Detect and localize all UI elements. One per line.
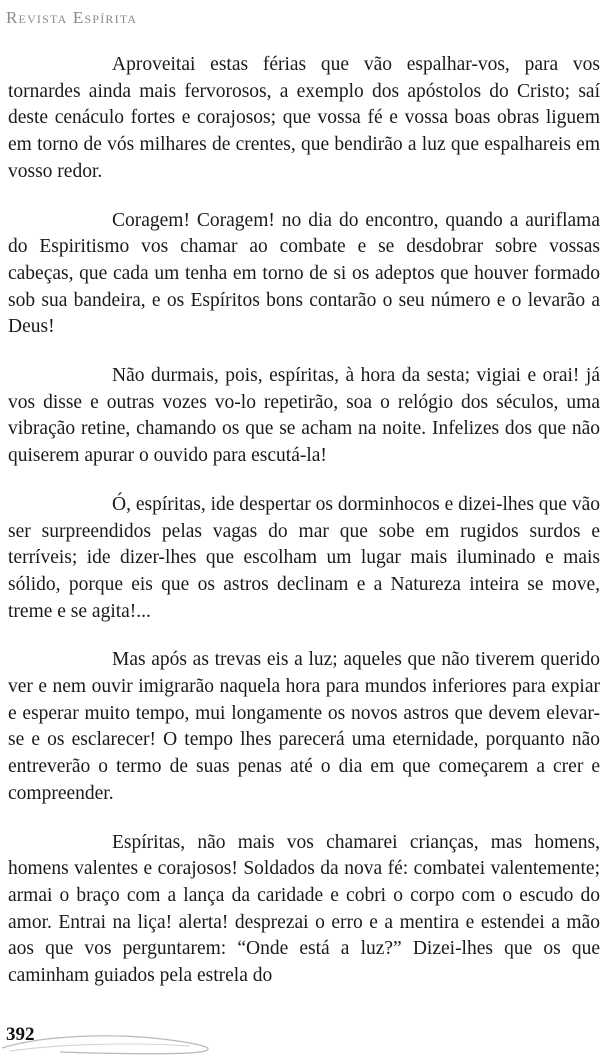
paragraph-5: Mas após as trevas eis a luz; aqueles que não tiverem querido ver e nem ouvir imigrarão naquela hora para mundos inferiores para expiar e esperar muito tempo, mui longamente os novos astros que devem elevar-se e os esclarecer! O tempo lhes parecerá uma eternidade, porquanto não entreverão o termo de suas penas até o dia em que começarem a crer e compreender.: [8, 649, 600, 804]
page-number: 392: [6, 1024, 35, 1045]
paragraph-4: Ó, espíritas, ide despertar os dorminhocos e dizei-lhes que vão ser surpreendidos pelas vagas do mar que sobe em rugidos surdos e terríveis; ide dizer-lhes que escolham um lugar mais iluminado e mais sólido, porque eis que os astros declinam e a Natureza inteira se move, treme e se agita!...: [8, 493, 600, 622]
page-footer: [0, 1018, 607, 1058]
page-body: [8, 52, 600, 990]
running-header: Revista Espírita: [6, 8, 138, 27]
paragraph-1: Aproveitai estas férias que vão espalhar-vos, para vos tornardes ainda mais fervorosos, a exemplo dos apóstolos do Cristo; saí deste cenáculo fortes e corajosos; que vossa fé e vossa boas obras liguem em torno de vós milhares de crentes, que bendirão a luz que espalhareis em vosso redor.: [8, 54, 600, 182]
swoosh-flourish-icon: [0, 1018, 240, 1058]
paragraph-3: Não durmais, pois, espíritas, à hora da sesta; vigiai e orai! já vos disse e outras vozes vo-lo repetirão, soa o relógio dos séculos, uma vibração retine, chamando os que se acham na noite. Infelizes dos que não quiserem apurar o ouvido para escutá-la!: [8, 365, 600, 467]
paragraph-6: Espíritas, não mais vos chamarei crianças, mas homens, homens valentes e corajosos! Soldados da nova fé: combatei valentemente; armai o braço com a lança da caridade e cobri o corpo com o escudo do amor. Entrai na liça! alerta! desprezai o erro e a mentira e estendei a mão aos que vos perguntarem: “Onde está a luz?” Dizei-lhes que os que caminham guiados pela estrela do: [8, 831, 600, 987]
paragraph-2: Coragem! Coragem! no dia do encontro, quando a auriflama do Espiritismo vos chamar ao combate e se desdobrar sobre vossas cabeças, que cada um tenha em torno de si os adeptos que houver formado sob sua bandeira, e os Espíritos bons contarão o seu número e o levarão a Deus!: [8, 209, 600, 338]
